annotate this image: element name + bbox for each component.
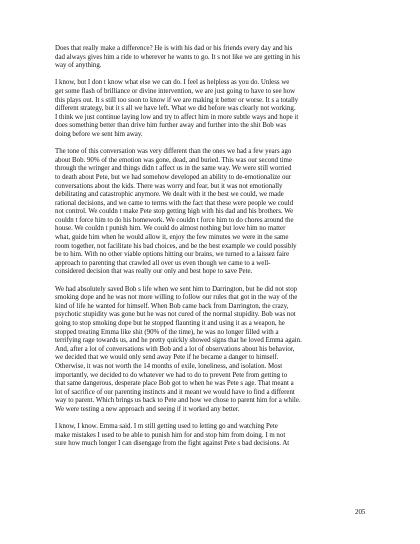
paragraph: We had absolutely saved Bob s life when we sent him to Darrington, but he did not stop smoking dope and he was not more willing to follow our rules that got in the way of the kind of life he wanted for himself. When Bob came back from Darrington, the crazy, psychotic stupidity was gone but he was not cured of the normal stupidity. Bob was not going to stop smoking dope but he stopped flaunting it and using it as a weapon, he stopped treating Emma like shit (90% of the time), he was no longer filled with a terrifying rage towards us, and he pretty quickly showed signs that he loved Emma again. And, after a lot of conversations with Bob and a lot of observations about his behavior, we decided that we would only send away Pete if he became a danger to himself. Otherwise, it was not worth the 14 months of exile, loneliness, and isolation. Most importantly, we decided to do whatever we had to do to prevent Pete from getting to that same dangerous, desperate place Bob got to when he was Pete s age. That meant a lot of sacrifice of our parenting instincts and it meant we would have to find a different way to parent. Which brings us back to Pete and how we chose to parent him for a while. We were testing a new approach and seeing if it worked any better. [55,285,302,413]
page-number: 205 [355,509,366,516]
body-text [55,45,367,458]
paragraph: I know, but I don t know what else we can do. I feel as helpless as you do. Unless we get some flash of brilliance or divine intervention, we are just going to have to see how this plays out. It s still too soon to know if we are making it better or worse. It s a totally different strategy, but it s all we have left. What we did before was clearly not working. I think we just continue laying low and try to affect him in more subtle ways and hope it does something better than drive him further away and further into the shit Bob was doing before we sent him away. [55,79,299,138]
paragraph: The tone of this conversation was very different than the ones we had a few years ago about Bob. 90% of the emotion was gone, dead, and buried. This was our second time through the wringer and things didn t affect us in the same way. We were still worried to death about Pete, but we had somehow developed an ability to de-emotionalize our conversations about the kids. There was worry and fear, but it was not emotionally debilitating and catastrophic anymore. We dealt with it the best we could, we made rational decisions, and we came to terms with the fact that these were people we could not control. We couldn t make Pete stop getting high with his dad and his brothers. We couldn t force him to do his homework. We couldn t force him to do chores around the house. We couldn t punish him. We could do almost nothing but love him no matter what, guide him when he would allow it, enjoy the few minutes we were in the same room together, not facilitate his bad choices, and be the best example we could possibly be to him. With no other viable options hitting our brains, we turned to a laissez faire approach to parenting that crawled all over us even though we came to a well- considered decision that was really our only and best hope to save Pete. [55,148,297,276]
paragraph: I know, I know. Emma said. I m still getting used to letting go and watching Pete make mistakes I used to be able to punish him for and stop him from doing. I m not sure how much longer I can disengage from the fight against Pete s bad decisions. At [55,423,290,448]
paragraph: Does that really make a difference? He is with his dad or his friends every day and his dad always gives him a ride to wherever he wants to go. It s not like we are getting in his way of anything. [55,45,301,70]
